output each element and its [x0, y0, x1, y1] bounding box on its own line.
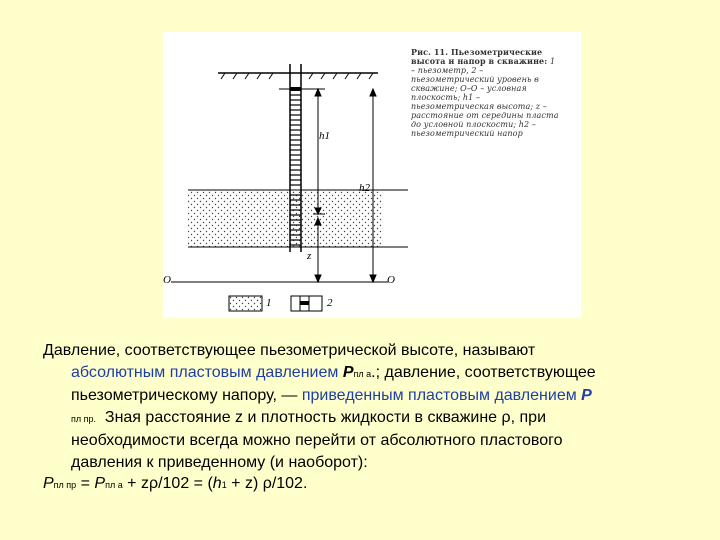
reduced-pressure-term: приведенным пластовым давлением: [301, 387, 577, 404]
p-abs-subscript: пл а: [353, 368, 372, 379]
reservoir-layer: [188, 190, 383, 247]
p-red-subscript: пл пр.: [71, 413, 97, 424]
text-line-1: [43, 340, 693, 362]
formula-sub1: пл пр: [53, 480, 77, 490]
text-line-6: [43, 452, 693, 474]
formula-h-sub: 1: [221, 480, 227, 490]
datum-o-right-label: O: [387, 274, 395, 286]
legend-box-2: [291, 296, 322, 311]
separator-text: .; давление, соответствующее: [371, 363, 596, 381]
figure-panel: [163, 32, 581, 318]
body-text: [43, 340, 693, 497]
text-line-5: [43, 430, 693, 452]
h2-dimension: [370, 89, 376, 282]
h2-label: h2: [359, 182, 370, 194]
formula-p2: P: [94, 475, 106, 492]
ground-surface: [218, 73, 378, 79]
h1-dimension: [313, 89, 325, 282]
z-label: z: [307, 250, 312, 262]
text-line-6-content: давления к приведенному (и наоборот):: [71, 453, 368, 471]
absolute-pressure-term: абсолютным пластовым давлением: [71, 363, 339, 381]
text-line-3: [43, 385, 693, 407]
caption-body: 1 – пьезометр, 2 – пьезометрический уровень в скважине; O–O – условная плоскость; h1 – пьезометрическая высота; z – расстояние от середины пласта до условной плоскости; h2 – пьезометрический напор: [411, 57, 559, 138]
formula-eq: =: [76, 475, 95, 492]
line-4-rest: Зная расстояние z и плотность жидкости в скважине ρ, при: [104, 408, 547, 426]
formula-sub2: пл а: [105, 480, 123, 490]
formula-line: [43, 473, 693, 497]
text-line-4: [43, 407, 693, 431]
text-line-1-content: Давление, соответствующее пьезометрической высоте, называют: [43, 342, 536, 359]
formula-p1: P: [43, 475, 54, 492]
datum-o-left-label: O: [163, 274, 171, 286]
p-symbol-red: P: [581, 387, 592, 404]
line-3-plain: пьезометрическому напору, —: [71, 387, 298, 404]
formula-h: h: [212, 475, 222, 492]
formula-rest2: + z) ρ/102.: [226, 475, 308, 492]
text-line-2: [43, 362, 693, 386]
legend-2-label: 2: [327, 297, 333, 309]
formula-rest1: + zρ/102 = (: [122, 475, 213, 492]
legend-1-label: 1: [266, 297, 272, 309]
caption-title: Рис. 11. Пьезометрические высота и напор в скважине:: [411, 47, 548, 66]
figure-caption: [411, 48, 561, 138]
p-symbol-abs: P: [342, 363, 354, 381]
legend-box-1: [229, 296, 262, 311]
text-line-5-content: необходимости всегда можно перейти от абсолютного пластового: [71, 432, 563, 449]
h1-label: h1: [319, 130, 330, 142]
